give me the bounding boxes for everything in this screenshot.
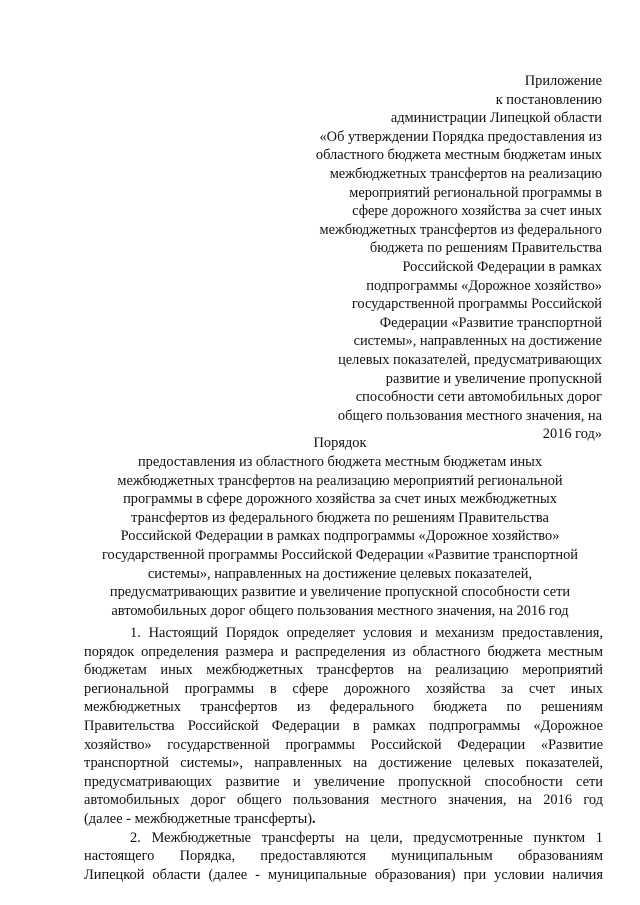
appendix-line: системы», направленных на достижение xyxy=(353,333,602,350)
paragraph-line: автомобильных дорог общего пользования местного значения, на 2016 год xyxy=(84,792,603,809)
appendix-line: бюджета по решениям Правительства xyxy=(369,240,602,257)
paragraph-line: настоящего Порядка, предоставляются муниципальным образованиям xyxy=(84,848,603,865)
paragraph-line-text: (далее - межбюджетные трансферты) xyxy=(84,810,313,827)
document-body xyxy=(84,624,603,884)
paragraph-line: Липецкой области (далее - муниципальные образования) при условии наличия xyxy=(84,866,603,883)
appendix-line: сфере дорожного хозяйства за счет иных xyxy=(352,203,602,220)
paragraph-line: бюджетам иных межбюджетных трансфертов на реализацию мероприятий xyxy=(84,662,603,679)
paragraph-line: региональной программы в сфере дорожного хозяйства за счет иных xyxy=(84,680,603,697)
appendix-line: способности сети автомобильных дорог xyxy=(355,389,602,406)
appendix-line: областного бюджета местным бюджетам иных xyxy=(315,147,602,164)
paragraph-line: транспортной системы», направленных на достижение целевых показателей, xyxy=(84,755,603,772)
appendix-line: Российской Федерации в рамках xyxy=(402,258,602,275)
subtitle-line: предоставления из областного бюджета местным бюджетам иных xyxy=(137,454,543,470)
paragraph-last-line xyxy=(84,810,603,829)
appendix-line: Приложение xyxy=(524,73,602,89)
paragraph-2 xyxy=(84,829,603,885)
appendix-line: межбюджетных трансфертов на реализацию xyxy=(329,165,602,182)
appendix-line: 2016 год» xyxy=(542,426,602,443)
paragraph-line: порядок определения размера и распределения из областного бюджета местным xyxy=(84,643,603,660)
document-title: Порядок xyxy=(313,435,367,451)
appendix-line: мероприятий региональной программы в xyxy=(349,184,602,201)
appendix-line: администрации Липецкой области xyxy=(390,110,602,127)
subtitle-line: автомобильных дорог общего пользования местного значения, на 2016 год xyxy=(111,602,569,619)
appendix-line: к постановлению xyxy=(495,91,602,108)
subtitle-line: системы», направленных на достижение целевых показателей, xyxy=(147,565,533,582)
appendix-line: подпрограммы «Дорожное хозяйство» xyxy=(366,277,602,294)
document-subtitle xyxy=(80,453,600,620)
appendix-line: общего пользования местного значения, на xyxy=(337,407,602,424)
appendix-line: «Об утверждении Порядка предоставления из xyxy=(319,128,602,145)
appendix-header xyxy=(282,72,602,444)
appendix-line: межбюджетных трансфертов из федерального xyxy=(319,221,602,238)
paragraph-line: предусматривающих развитие и увеличение пропускной способности сети xyxy=(84,773,603,790)
paragraph-line: межбюджетных трансфертов из федерального бюджета по решениям xyxy=(84,699,603,716)
paragraph-line: Правительства Российской Федерации в рамках подпрограммы «Дорожное xyxy=(84,717,603,734)
paragraph-1 xyxy=(84,624,603,829)
appendix-line: Федерации «Развитие транспортной xyxy=(379,314,602,331)
appendix-line: государственной программы Российской xyxy=(351,296,602,313)
subtitle-line: государственной программы Российской Федерации «Развитие транспортной xyxy=(102,546,578,563)
subtitle-line: Российской Федерации в рамках подпрограммы «Дорожное хозяйство» xyxy=(120,528,560,545)
subtitle-line: межбюджетных трансфертов на реализацию мероприятий региональной xyxy=(117,472,563,489)
paragraph-end-period: . xyxy=(312,810,316,827)
appendix-line: развитие и увеличение пропускной xyxy=(385,370,602,387)
paragraph-line: 2. Межбюджетные трансферты на цели, предусмотренные пунктом 1 xyxy=(130,829,603,846)
paragraph-line: хозяйство» государственной программы Российской Федерации «Развитие xyxy=(84,736,603,753)
subtitle-line: программы в сфере дорожного хозяйства за счет иных межбюджетных xyxy=(123,491,557,508)
paragraph-line: 1. Настоящий Порядок определяет условия и механизм предоставления, xyxy=(130,625,603,641)
subtitle-line: трансфертов из федерального бюджета по решениям Правительства xyxy=(131,509,549,526)
appendix-line: целевых показателей, предусматривающих xyxy=(338,351,602,368)
subtitle-line: предусматривающих развитие и увеличение пропускной способности сети xyxy=(109,584,571,601)
